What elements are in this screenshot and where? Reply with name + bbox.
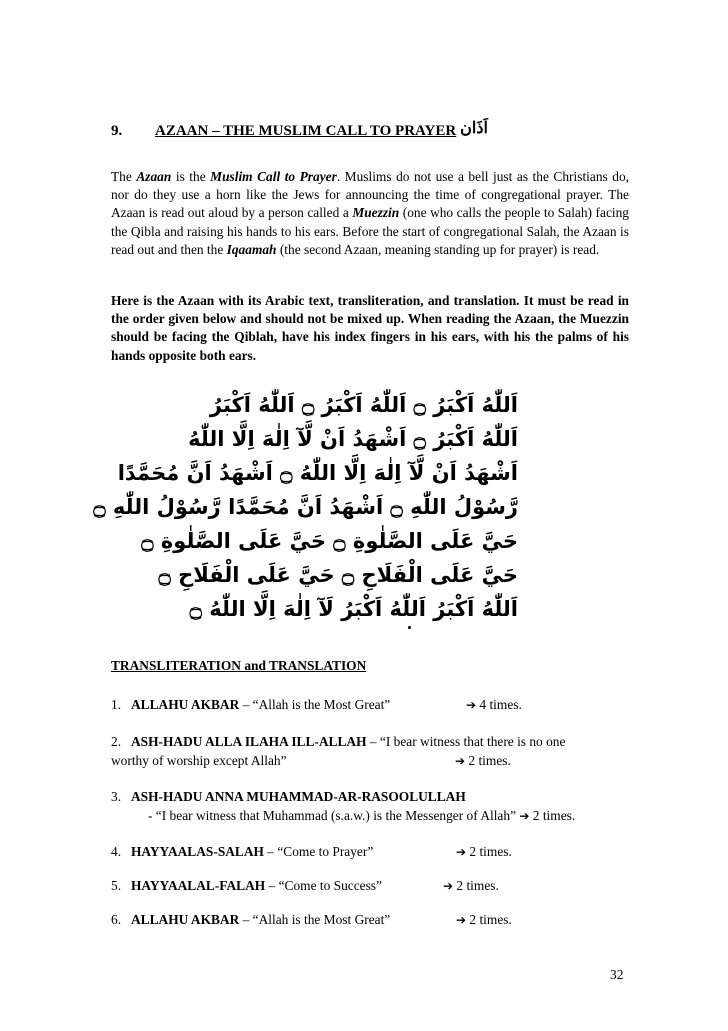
times-text: 2 times. [469,844,512,859]
item-times [456,842,512,862]
arrow-right-icon: ➔ [456,845,467,859]
arabic-line: حَيَّ عَلَى الْفَلَاحِ ۝ حَيَّ عَلَى الْفَلَاحِ ۝ [158,563,518,587]
item-term: ASH-HADU ALLA ILAHA ILL-ALLAH [131,734,367,749]
arrow-right-icon: ➔ [443,879,454,893]
instructions-paragraph: Here is the Azaan with its Arabic text, transliteration, and translation. It must be read in the order given below and should not be mixed up. When reading the Azaan, the Muezzin should be facing the Qiblah, have his index fingers in his ears, with his the palms of his hands opposite both ears. [111,293,629,363]
item-meaning-continued: worthy of worship except Allah” [111,753,287,768]
term-azaan: Azaan [136,169,172,184]
item-times [466,695,522,715]
item-number: 3. [111,789,122,804]
item-meaning: – “Allah is the Most Great” [239,697,391,712]
section-heading [111,118,488,140]
arrow-right-icon: ➔ [519,809,530,823]
times-text: 4 times. [479,697,522,712]
item-times [443,876,499,896]
term-iqaamah: Iqaamah [226,241,277,257]
arabic-line: حَيَّ عَلَى الصَّلٰوةِ ۝ حَيَّ عَلَى الصَّلٰوةِ ۝ [141,529,518,553]
section-title: AZAAN – THE MUSLIM CALL TO PRAYER [155,123,457,139]
item-times [455,751,511,771]
list-item [111,910,631,929]
intro-text-5: (the second Azaan, meaning standing up for prayer) is read. [276,241,600,257]
times-text: 2 times. [456,878,499,893]
item-term: ALLAHU AKBAR [131,912,240,927]
item-number: 5. [111,878,122,893]
arabic-line: اَشْهَدُ اَنْ لَّآ اِلٰهَ اِلَّا اللّٰهُ ۝ اَشْهَدُ اَنَّ مُحَمَّدًا [117,461,518,485]
transliteration-heading: TRANSLITERATION and TRANSLATION [111,658,367,673]
item-meaning: – “I bear witness that there is no one [366,734,566,749]
list-item [111,842,631,861]
arrow-right-icon: ➔ [455,754,466,768]
times-text: 2 times. [469,912,512,927]
intro-text-2: is the [171,169,211,184]
term-muezzin: Muezzin [352,205,400,221]
arabic-azaan-text [93,388,518,626]
term-muslim-call: Muslim Call to Prayer [210,169,337,184]
intro-paragraph [111,168,629,259]
item-term: HAYYAALAL-FALAH [131,878,266,893]
item-times [456,910,512,930]
section-number: 9. [111,123,123,139]
arabic-line: اَللّٰهُ اَكْبَرُ اَللّٰهُ اَكْبَرُ لَآ اِلٰهَ اِلَّا اللّٰهُ ۝ [189,597,518,621]
item-meaning: – “Allah is the Most Great” [239,912,391,927]
item-term: HAYYAALAS-SALAH [131,844,264,859]
item-meaning: - “I bear witness that Muhammad (s.a.w.) is the Messenger of Allah” [148,808,517,823]
item-number: 1. [111,697,122,712]
list-item [111,695,631,714]
item-number: 2. [111,734,122,749]
arrow-right-icon: ➔ [466,698,477,712]
times-text: 2 times. [468,753,511,768]
intro-text-3: . Muslims do not use a bell just as the Christians do, nor do they use a horn like the Jews for announcing the time of congregational prayer. The Azaan is read out aloud by a person called a [111,169,629,221]
list-item [111,876,631,895]
arrow-right-icon: ➔ [456,913,467,927]
arabic-line: اَللّٰهُ اَكْبَرُ ۝ اَشْهَدُ اَنْ لَّآ اِلٰهَ اِلَّا اللّٰهُ [188,427,518,451]
list-item [111,732,631,770]
times-text: 2 times. [532,808,576,823]
item-term: ALLAHU AKBAR [131,697,240,712]
arabic-line: رَّسُوْلُ اللّٰهِ ۝ اَشْهَدُ اَنَّ مُحَمَّدًا رَّسُوْلُ اللّٰهِ ۝ [93,495,518,519]
stray-dot [408,626,411,629]
item-term: ASH-HADU ANNA MUHAMMAD-AR-RASOOLULLAH [131,789,466,804]
item-meaning: – “Come to Prayer” [263,844,374,859]
page-number: 32 [610,967,624,982]
intro-text-1: The [111,169,137,184]
intro-text-4: (one who calls the people to Salah) facing the Qibla and raising his hands to his ears. Before the start of congregational Salah, the Azaan is read out and then the [111,205,629,257]
item-number: 4. [111,844,122,859]
item-number: 6. [111,912,122,927]
item-meaning: – “Come to Success” [265,878,382,893]
list-item [111,787,631,826]
arabic-title: اَذَان [460,120,488,137]
arabic-line: اَللّٰهُ اَكْبَرُ ۝ اَللّٰهُ اَكْبَرُ ۝ اَللّٰهُ اَكْبَرُ [209,393,518,417]
